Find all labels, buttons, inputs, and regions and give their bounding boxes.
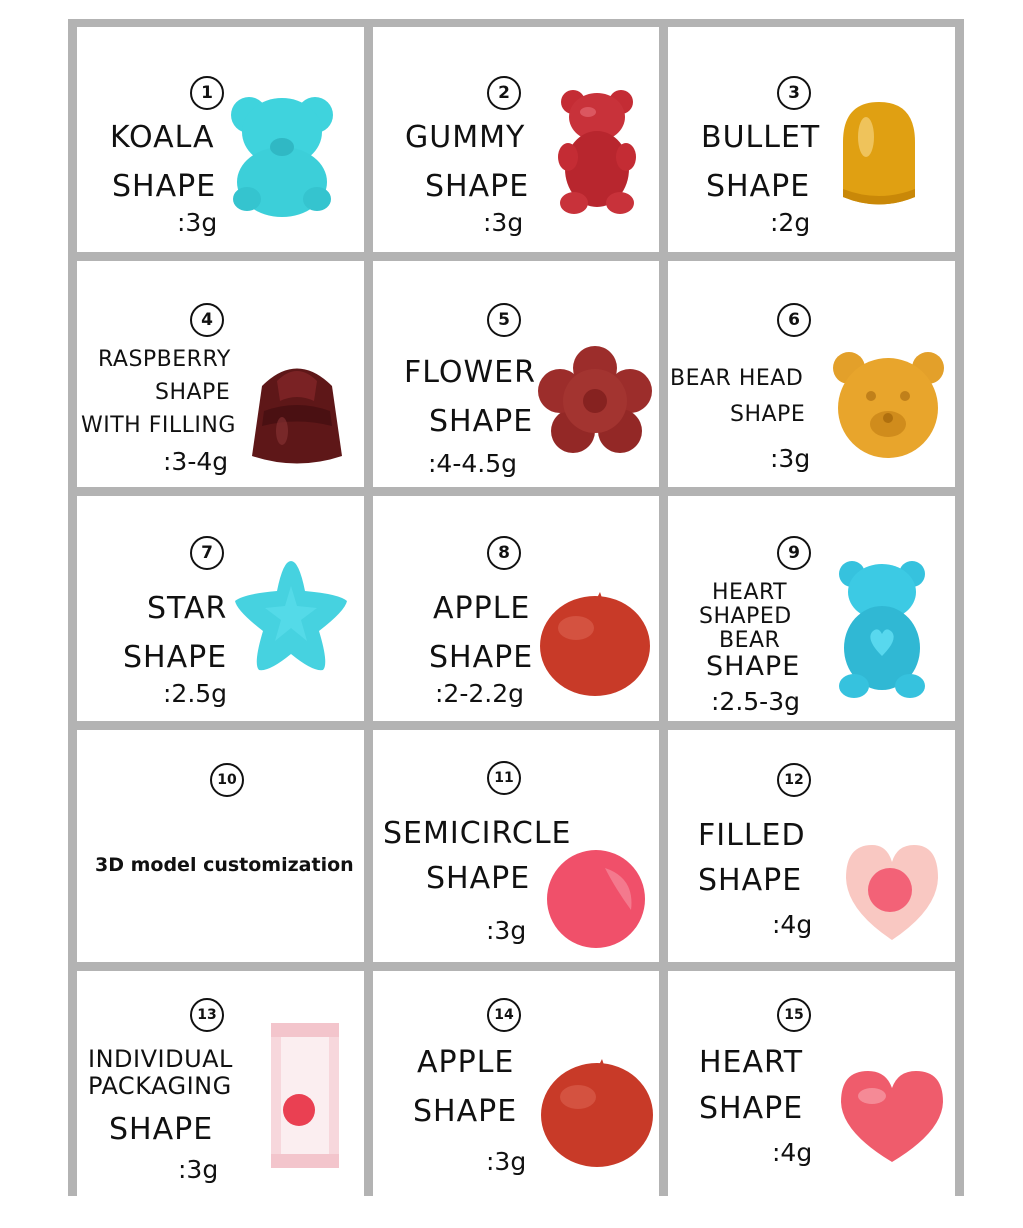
shape-name-line2: SHAPE — [413, 1094, 518, 1129]
shape-name-line1: SEMICIRCLE — [383, 816, 572, 851]
bullet-gummy-image — [838, 97, 920, 212]
weight-label: :3g — [483, 208, 524, 237]
cell-semicircle — [373, 730, 659, 962]
cell-packaging — [77, 971, 364, 1196]
gummy-bear-image — [558, 87, 636, 217]
cell-heart — [668, 971, 955, 1196]
number-badge: 10 — [210, 763, 244, 797]
shape-name-line2: PACKAGING — [88, 1072, 232, 1100]
cell-bear-head — [668, 261, 955, 487]
cell-star — [77, 496, 364, 721]
cell-koala — [77, 27, 364, 252]
number-badge: 11 — [487, 761, 521, 795]
shape-name-line2: SHAPE — [429, 404, 534, 439]
shape-name-line2: SHAPE — [706, 169, 811, 204]
shape-name-line2: SHAPE — [155, 380, 231, 405]
shape-name-line4: SHAPE — [706, 651, 801, 682]
weight-label: :2.5-3g — [711, 687, 800, 716]
shape-name-line1: FILLED — [698, 818, 806, 853]
packaged-gummy-image — [257, 1015, 352, 1175]
weight-label: :2-2.2g — [435, 679, 524, 708]
weight-label: :4g — [772, 910, 813, 939]
weight-label: :3g — [177, 208, 218, 237]
koala-gummy-image — [227, 87, 337, 217]
shape-name-line1: GUMMY — [405, 120, 526, 155]
weight-label: :3g — [486, 1147, 527, 1176]
number-badge: 2 — [487, 76, 521, 110]
number-badge: 12 — [777, 763, 811, 797]
shape-name-line1: FLOWER — [404, 355, 536, 390]
heart-bear-gummy-image — [836, 558, 928, 700]
cell-apple-2 — [373, 971, 659, 1196]
number-badge: 13 — [190, 998, 224, 1032]
shape-name-line1: KOALA — [110, 120, 215, 155]
weight-label: :4g — [772, 1138, 813, 1167]
cell-apple — [373, 496, 659, 721]
shape-name-line3: BEAR — [719, 628, 781, 653]
flower-gummy-image — [538, 346, 653, 456]
number-badge: 6 — [777, 303, 811, 337]
apple-gummy-image — [536, 588, 654, 698]
number-badge: 15 — [777, 998, 811, 1032]
cell-flower — [373, 261, 659, 487]
raspberry-gummy-image — [242, 351, 352, 469]
cell-heart-bear — [668, 496, 955, 721]
cell-3d-model — [77, 730, 364, 962]
shape-name-line2: SHAPE — [112, 169, 217, 204]
number-badge: 8 — [487, 536, 521, 570]
cell-bullet — [668, 27, 955, 252]
weight-label: :2g — [770, 208, 811, 237]
shape-name-line1: HEART — [699, 1045, 804, 1080]
number-badge: 9 — [777, 536, 811, 570]
weight-label: :3-4g — [163, 447, 229, 476]
weight-label: :3g — [486, 916, 527, 945]
star-gummy-image — [227, 556, 355, 676]
shape-name-line1: STAR — [147, 591, 228, 626]
shape-name-line1: RASPBERRY — [98, 347, 231, 372]
shape-name-line1: BULLET — [701, 120, 821, 155]
customization-text: 3D model customization — [95, 854, 354, 876]
shape-name-line1: BEAR HEAD — [670, 366, 804, 391]
shape-name-line3: WITH FILLING — [81, 413, 236, 438]
weight-label: :3g — [770, 444, 811, 473]
bear-head-gummy-image — [831, 346, 946, 461]
cell-raspberry — [77, 261, 364, 487]
cell-filled — [668, 730, 955, 962]
number-badge: 14 — [487, 998, 521, 1032]
shape-name-line3: SHAPE — [109, 1112, 214, 1147]
product-grid — [68, 19, 964, 1196]
shape-name-line2: SHAPE — [426, 861, 531, 896]
shape-name-line2: SHAPE — [123, 640, 228, 675]
semicircle-gummy-image — [545, 848, 647, 950]
shape-name-line1: APPLE — [433, 591, 531, 626]
shape-name-line1: INDIVIDUAL — [88, 1045, 233, 1073]
number-badge: 1 — [190, 76, 224, 110]
number-badge: 5 — [487, 303, 521, 337]
shape-name-line1: HEART — [712, 580, 788, 605]
shape-name-line2: SHAPED — [699, 604, 792, 629]
shape-name-line2: SHAPE — [429, 640, 534, 675]
number-badge: 7 — [190, 536, 224, 570]
weight-label: :3g — [178, 1155, 219, 1184]
shape-name-line1: APPLE — [417, 1045, 515, 1080]
weight-label: :4-4.5g — [428, 449, 517, 478]
filled-heart-gummy-image — [842, 840, 942, 945]
shape-name-line2: SHAPE — [425, 169, 530, 204]
apple-gummy-image-2 — [538, 1055, 656, 1170]
shape-name-line2: SHAPE — [699, 1091, 804, 1126]
shape-name-line2: SHAPE — [698, 863, 803, 898]
number-badge: 3 — [777, 76, 811, 110]
number-badge: 4 — [190, 303, 224, 337]
shape-name-line2: SHAPE — [730, 402, 806, 427]
weight-label: :2.5g — [163, 679, 228, 708]
cell-gummy — [373, 27, 659, 252]
heart-gummy-image — [836, 1066, 948, 1166]
